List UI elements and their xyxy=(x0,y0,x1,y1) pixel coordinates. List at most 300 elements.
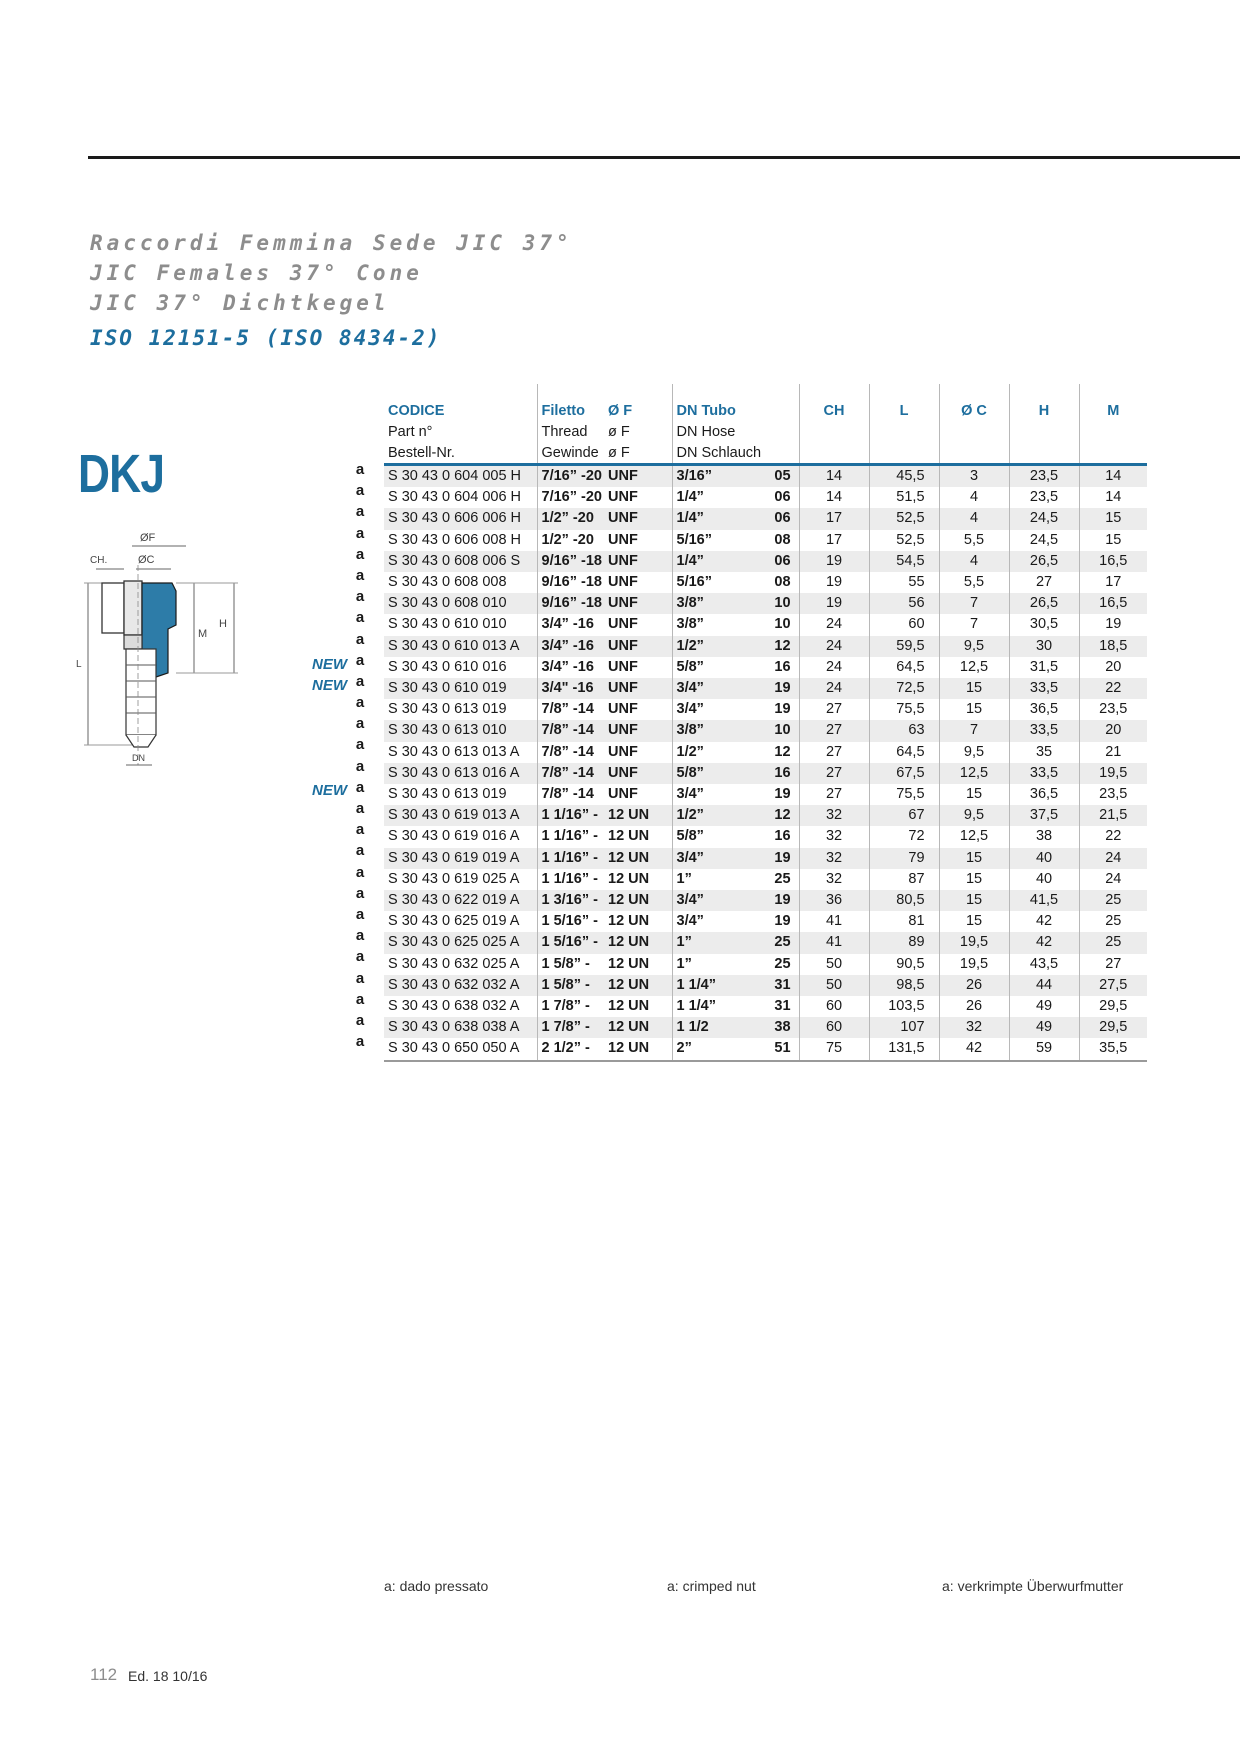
cell-thread-type: UNF xyxy=(608,616,638,633)
cell-l: 79 xyxy=(869,848,939,869)
cell-hose-size: 1 1/4” xyxy=(672,996,754,1017)
row-mark: a xyxy=(355,990,365,1008)
cell-h: 44 xyxy=(1009,975,1079,996)
header-h: H xyxy=(1009,384,1079,421)
cell-h: 43,5 xyxy=(1009,954,1079,975)
row-mark: a xyxy=(355,800,365,817)
cell-code: S 30 43 0 606 008 H xyxy=(388,531,522,548)
cell-dn: 19 xyxy=(754,890,799,911)
cell-l: 81 xyxy=(869,911,939,932)
cell-thread: 1 7/8” - xyxy=(537,1017,604,1038)
cell-thread-type: 12 UN xyxy=(608,828,650,845)
drawing-label-l: L xyxy=(76,659,82,670)
header-of-de: ø F xyxy=(604,442,672,465)
cell-ch: 27 xyxy=(799,699,869,720)
cell-code: S 30 43 0 608 010 xyxy=(384,593,537,614)
cell-oc: 9,5 xyxy=(939,805,1009,826)
cell-h: 36,5 xyxy=(1009,784,1079,805)
cell-m: 23,5 xyxy=(1079,699,1147,720)
cell-dn: 16 xyxy=(754,763,799,784)
cell-hose-size: 1” xyxy=(672,869,754,890)
cell-thread-type: 12 UN xyxy=(608,955,650,972)
cell-code: S 30 43 0 632 032 A xyxy=(384,975,537,996)
cell-oc: 12,5 xyxy=(939,763,1009,784)
cell-thread-type: 12 UN xyxy=(608,998,650,1015)
cell-thread-type: UNF xyxy=(608,786,638,803)
header-part-no: Part n° xyxy=(388,423,433,440)
cell-dn: 19 xyxy=(774,701,791,718)
cell-m: 22 xyxy=(1079,826,1147,847)
cell-dn: 06 xyxy=(774,489,791,506)
cell-dn: 19 xyxy=(774,786,791,803)
cell-h: 49 xyxy=(1009,996,1079,1017)
cell-hose-size: 1/4” xyxy=(672,487,754,508)
top-rule xyxy=(88,156,1240,159)
cell-l: 67 xyxy=(869,805,939,826)
cell-hose-size: 3/4” xyxy=(672,890,754,911)
cell-l: 52,5 xyxy=(869,508,939,529)
cell-oc: 7 xyxy=(939,614,1009,635)
cell-ch: 17 xyxy=(799,508,869,529)
row-mark: a xyxy=(355,503,365,521)
new-badge: NEW xyxy=(312,677,347,694)
cell-thread-type: UNF xyxy=(608,743,638,760)
cell-ch: 41 xyxy=(799,911,869,932)
cell-l: 64,5 xyxy=(869,742,939,763)
cell-dn: 19 xyxy=(754,848,799,869)
footnote-german: a: verkrimpte Überwurfmutter xyxy=(942,1578,1124,1594)
cell-thread-type: UNF xyxy=(604,678,672,699)
cell-hose-size: 3/4” xyxy=(672,699,754,720)
cell-hose-size: 1/2” xyxy=(672,805,754,826)
cell-code: S 30 43 0 613 016 A xyxy=(384,763,537,784)
cell-thread-type: 12 UN xyxy=(604,805,672,826)
row-mark: a xyxy=(355,778,365,796)
cell-dn: 10 xyxy=(774,616,791,633)
cell-oc: 9,5 xyxy=(939,636,1009,657)
cell-hose-size: 3/4” xyxy=(672,911,754,932)
cell-thread: 9/16” -18 xyxy=(537,593,604,614)
cell-thread: 7/8” -14 xyxy=(537,742,604,763)
cell-dn: 51 xyxy=(754,1038,799,1060)
cell-m: 17 xyxy=(1079,572,1147,593)
cell-ch: 60 xyxy=(799,996,869,1017)
row-mark: a xyxy=(355,694,365,712)
cell-code: S 30 43 0 613 019 xyxy=(388,701,507,718)
cell-dn: 16 xyxy=(774,828,791,845)
cell-thread-type: UNF xyxy=(604,508,672,529)
row-mark: a xyxy=(355,757,365,775)
cell-l: 56 xyxy=(869,593,939,614)
cell-m: 29,5 xyxy=(1079,996,1147,1017)
row-mark: a xyxy=(355,609,365,627)
cell-oc: 26 xyxy=(939,975,1009,996)
cell-h: 24,5 xyxy=(1009,508,1079,529)
cell-thread-type: UNF xyxy=(604,551,672,572)
cell-ch: 32 xyxy=(799,805,869,826)
row-mark: a xyxy=(355,630,365,648)
cell-ch: 50 xyxy=(799,954,869,975)
cell-dn: 25 xyxy=(774,955,791,972)
cell-code: S 30 43 0 604 005 H xyxy=(384,465,537,488)
title-block xyxy=(90,228,573,350)
cell-thread: 3/4” -16 xyxy=(537,657,604,678)
cell-hose-size: 3/8” xyxy=(672,593,754,614)
cell-m: 21,5 xyxy=(1079,805,1147,826)
drawing-label-dn: DN xyxy=(132,753,145,763)
cell-thread: 1 5/8” - xyxy=(537,954,604,975)
cell-l: 131,5 xyxy=(869,1038,939,1060)
cell-oc: 15 xyxy=(939,890,1009,911)
table-row xyxy=(384,826,1147,847)
cell-oc: 15 xyxy=(939,911,1009,932)
cell-hose-size: 1” xyxy=(672,954,754,975)
table-row xyxy=(384,1038,1147,1060)
row-mark: a xyxy=(355,524,365,542)
cell-h: 41,5 xyxy=(1009,890,1079,911)
cell-thread-type: 12 UN xyxy=(604,848,672,869)
cell-ch: 19 xyxy=(799,572,869,593)
cell-oc: 5,5 xyxy=(939,530,1009,551)
cell-hose-size: 1” xyxy=(672,932,754,953)
cell-thread-type: 12 UN xyxy=(604,1038,672,1060)
cell-h: 23,5 xyxy=(1009,465,1079,488)
cell-code: S 30 43 0 608 008 xyxy=(388,574,507,591)
cell-dn: 10 xyxy=(754,593,799,614)
cell-hose-size: 3/4” xyxy=(672,678,754,699)
row-mark: a xyxy=(355,863,365,881)
cell-l: 59,5 xyxy=(869,636,939,657)
cell-m: 22 xyxy=(1079,678,1147,699)
cell-ch: 17 xyxy=(799,530,869,551)
cell-l: 75,5 xyxy=(869,784,939,805)
cell-h: 33,5 xyxy=(1009,678,1079,699)
cell-thread-type: UNF xyxy=(604,636,672,657)
cell-l: 72,5 xyxy=(869,678,939,699)
row-mark: a xyxy=(355,1033,365,1051)
cell-thread: 7/8” -14 xyxy=(537,720,604,741)
header-m: M xyxy=(1079,384,1147,421)
cell-h: 59 xyxy=(1009,1038,1079,1060)
cell-thread-type: UNF xyxy=(604,763,672,784)
cell-thread: 9/16” -18 xyxy=(537,551,604,572)
cell-l: 51,5 xyxy=(869,487,939,508)
cell-thread-type: 12 UN xyxy=(604,932,672,953)
cell-thread-type: UNF xyxy=(604,720,672,741)
cell-dn: 08 xyxy=(774,574,791,591)
table-row xyxy=(384,996,1147,1017)
cell-dn: 31 xyxy=(754,975,799,996)
table-row xyxy=(384,975,1147,996)
cell-m: 19,5 xyxy=(1079,763,1147,784)
cell-thread: 7/16” -20 xyxy=(537,465,604,488)
cell-oc: 12,5 xyxy=(939,657,1009,678)
row-mark: a xyxy=(355,545,365,563)
cell-dn: 19 xyxy=(754,678,799,699)
table-row xyxy=(384,530,1147,551)
cell-thread-type: UNF xyxy=(604,465,672,488)
cell-l: 75,5 xyxy=(869,699,939,720)
table-row xyxy=(384,848,1147,869)
specs-table xyxy=(384,384,1147,1062)
cell-hose-size: 3/16” xyxy=(672,465,754,488)
table-row xyxy=(384,678,1147,699)
table-row xyxy=(384,551,1147,572)
cell-h: 24,5 xyxy=(1009,530,1079,551)
cell-code: S 30 43 0 610 010 xyxy=(388,616,507,633)
cell-h: 42 xyxy=(1009,911,1079,932)
cell-hose-size: 1 1/2 xyxy=(672,1017,754,1038)
cell-code: S 30 43 0 610 019 xyxy=(384,678,537,699)
cell-thread-type: UNF xyxy=(604,593,672,614)
cell-oc: 4 xyxy=(939,551,1009,572)
row-mark: a xyxy=(355,672,365,690)
table-row xyxy=(384,911,1147,932)
cell-h: 40 xyxy=(1009,869,1079,890)
cell-thread: 1 1/16” - xyxy=(537,869,604,890)
cell-ch: 24 xyxy=(799,636,869,657)
row-mark: a xyxy=(355,482,365,500)
cell-thread: 1 3/16” - xyxy=(537,890,604,911)
cell-l: 54,5 xyxy=(869,551,939,572)
cell-oc: 4 xyxy=(939,508,1009,529)
table-row xyxy=(384,742,1147,763)
cell-ch: 27 xyxy=(799,742,869,763)
cell-code: S 30 43 0 650 050 A xyxy=(384,1038,537,1060)
cell-l: 72 xyxy=(869,826,939,847)
footnote-italian: a: dado pressato xyxy=(384,1578,489,1594)
cell-code: S 30 43 0 638 032 A xyxy=(388,998,520,1015)
table-row xyxy=(384,784,1147,805)
row-mark: a xyxy=(355,715,365,733)
cell-h: 42 xyxy=(1009,932,1079,953)
cell-code: S 30 43 0 610 016 xyxy=(388,658,507,675)
cell-m: 15 xyxy=(1079,530,1147,551)
cell-m: 16,5 xyxy=(1079,551,1147,572)
cell-h: 30,5 xyxy=(1009,614,1079,635)
cell-code: S 30 43 0 608 006 S xyxy=(384,551,537,572)
row-mark: a xyxy=(355,1011,365,1029)
table-row xyxy=(384,699,1147,720)
product-code: DKJ xyxy=(78,444,165,504)
table-row xyxy=(384,869,1147,890)
cell-oc: 26 xyxy=(939,996,1009,1017)
cell-oc: 5,5 xyxy=(939,572,1009,593)
cell-dn: 06 xyxy=(754,551,799,572)
header-gewinde: Gewinde xyxy=(537,442,604,465)
mark-column xyxy=(350,459,370,1052)
cell-dn: 06 xyxy=(754,508,799,529)
cell-m: 25 xyxy=(1079,890,1147,911)
drawing-label-m: M xyxy=(198,628,208,640)
cell-oc: 15 xyxy=(939,678,1009,699)
cell-thread: 1 5/16” - xyxy=(537,911,604,932)
cell-hose-size: 5/16” xyxy=(672,572,754,593)
new-badge: NEW xyxy=(312,656,347,673)
cell-ch: 27 xyxy=(799,720,869,741)
cell-m: 20 xyxy=(1079,720,1147,741)
cell-thread-type: UNF xyxy=(608,531,638,548)
cell-thread: 2 1/2” - xyxy=(537,1038,604,1060)
cell-h: 26,5 xyxy=(1009,593,1079,614)
cell-m: 21 xyxy=(1079,742,1147,763)
header-ch: CH xyxy=(799,384,869,421)
cell-h: 30 xyxy=(1009,636,1079,657)
header-thread: Thread xyxy=(537,421,604,442)
row-mark: a xyxy=(355,842,365,860)
cell-hose-size: 1 1/4” xyxy=(672,975,754,996)
cell-oc: 32 xyxy=(939,1017,1009,1038)
cell-ch: 19 xyxy=(799,593,869,614)
cell-hose-size: 1/2” xyxy=(672,636,754,657)
cell-ch: 50 xyxy=(799,975,869,996)
table-row xyxy=(384,1017,1147,1038)
cell-hose-size: 5/8” xyxy=(672,763,754,784)
cell-code: S 30 43 0 638 038 A xyxy=(384,1017,537,1038)
cell-thread: 7/8” -14 xyxy=(537,763,604,784)
cell-h: 49 xyxy=(1009,1017,1079,1038)
cell-l: 87 xyxy=(869,869,939,890)
cell-thread: 1 5/8” - xyxy=(537,975,604,996)
cell-hose-size: 1/2” xyxy=(672,742,754,763)
cell-m: 16,5 xyxy=(1079,593,1147,614)
cell-ch: 41 xyxy=(799,932,869,953)
header-dn-tubo: DN Tubo xyxy=(672,384,799,421)
cell-code: S 30 43 0 619 013 A xyxy=(384,805,537,826)
cell-thread-type: 12 UN xyxy=(604,890,672,911)
cell-h: 40 xyxy=(1009,848,1079,869)
cell-thread-type: UNF xyxy=(608,658,638,675)
cell-h: 35 xyxy=(1009,742,1079,763)
cell-oc: 42 xyxy=(939,1038,1009,1060)
cell-hose-size: 3/4” xyxy=(672,848,754,869)
table-row xyxy=(384,614,1147,635)
drawing-label-h: H xyxy=(219,618,227,630)
table-row xyxy=(384,465,1147,488)
cell-ch: 14 xyxy=(799,487,869,508)
cell-m: 20 xyxy=(1079,657,1147,678)
cell-thread-type: 12 UN xyxy=(604,1017,672,1038)
table-row xyxy=(384,572,1147,593)
cell-code: S 30 43 0 606 006 H xyxy=(384,508,537,529)
new-badge: NEW xyxy=(312,782,347,799)
cell-code: S 30 43 0 625 025 A xyxy=(384,932,537,953)
cell-hose-size: 3/4” xyxy=(672,784,754,805)
standard-label: ISO 12151-5 (ISO 8434-2) xyxy=(90,326,442,350)
cell-h: 36,5 xyxy=(1009,699,1079,720)
fitting-drawing xyxy=(76,525,246,780)
cell-m: 19 xyxy=(1079,614,1147,635)
cell-m: 23,5 xyxy=(1079,784,1147,805)
cell-l: 89 xyxy=(869,932,939,953)
cell-ch: 19 xyxy=(799,551,869,572)
cell-code: S 30 43 0 610 013 A xyxy=(384,636,537,657)
cell-m: 29,5 xyxy=(1079,1017,1147,1038)
cell-thread: 9/16” -18 xyxy=(537,572,604,593)
cell-thread: 7/8” -14 xyxy=(537,784,604,805)
header-l: L xyxy=(869,384,939,421)
cell-thread: 1/2” -20 xyxy=(537,508,604,529)
cell-dn: 25 xyxy=(774,870,791,887)
cell-h: 33,5 xyxy=(1009,720,1079,741)
cell-h: 23,5 xyxy=(1009,487,1079,508)
cell-ch: 36 xyxy=(799,890,869,911)
cell-ch: 27 xyxy=(799,784,869,805)
cell-l: 52,5 xyxy=(869,530,939,551)
row-mark: a xyxy=(355,588,365,606)
cell-thread: 1 1/16” - xyxy=(537,848,604,869)
header-dn-schlauch: DN Schlauch xyxy=(672,442,799,465)
cell-l: 107 xyxy=(869,1017,939,1038)
cell-ch: 60 xyxy=(799,1017,869,1038)
cell-thread: 1 5/16” - xyxy=(537,932,604,953)
header-oc: Ø C xyxy=(939,384,1009,421)
cell-hose-size: 3/8” xyxy=(672,614,754,635)
cell-l: 60 xyxy=(869,614,939,635)
cell-thread: 7/8” -14 xyxy=(537,699,604,720)
row-mark: a xyxy=(355,461,365,478)
cell-oc: 7 xyxy=(939,720,1009,741)
footnote-english: a: crimped nut xyxy=(667,1578,756,1594)
cell-thread: 3/4” -16 xyxy=(537,636,604,657)
cell-code: S 30 43 0 632 025 A xyxy=(388,955,520,972)
cell-thread: 7/16” -20 xyxy=(537,487,604,508)
cell-m: 15 xyxy=(1079,508,1147,529)
cell-oc: 15 xyxy=(939,784,1009,805)
cell-code: S 30 43 0 604 006 H xyxy=(388,489,522,506)
cell-dn: 10 xyxy=(754,720,799,741)
cell-dn: 38 xyxy=(754,1017,799,1038)
cell-oc: 15 xyxy=(939,699,1009,720)
cell-l: 90,5 xyxy=(869,954,939,975)
cell-hose-size: 5/16” xyxy=(672,530,754,551)
cell-m: 14 xyxy=(1079,465,1147,488)
cell-code: S 30 43 0 625 019 A xyxy=(388,913,520,930)
header-of-en: ø F xyxy=(608,423,630,440)
cell-oc: 7 xyxy=(939,593,1009,614)
header-of-it: Ø F xyxy=(608,403,633,419)
cell-m: 25 xyxy=(1079,911,1147,932)
cell-l: 103,5 xyxy=(869,996,939,1017)
title-italian: Raccordi Femmina Sede JIC 37° xyxy=(90,231,573,255)
header-filetto: Filetto xyxy=(537,384,604,421)
cell-thread-type: 12 UN xyxy=(604,975,672,996)
cell-oc: 15 xyxy=(939,869,1009,890)
cell-dn: 12 xyxy=(754,805,799,826)
cell-thread: 1 7/8” - xyxy=(537,996,604,1017)
row-mark: a xyxy=(355,905,365,923)
cell-ch: 24 xyxy=(799,657,869,678)
cell-code: S 30 43 0 613 013 A xyxy=(388,743,520,760)
cell-l: 64,5 xyxy=(869,657,939,678)
cell-hose-size: 2” xyxy=(672,1038,754,1060)
drawing-label-ch: CH. xyxy=(90,555,108,566)
cell-dn: 19 xyxy=(774,913,791,930)
cell-h: 31,5 xyxy=(1009,657,1079,678)
cell-code: S 30 43 0 622 019 A xyxy=(384,890,537,911)
cell-thread: 1 1/16” - xyxy=(537,805,604,826)
cell-hose-size: 1/4” xyxy=(672,551,754,572)
table-row xyxy=(384,805,1147,826)
cell-hose-size: 5/8” xyxy=(672,657,754,678)
cell-thread-type: 12 UN xyxy=(608,870,650,887)
header-dn-hose: DN Hose xyxy=(672,421,799,442)
cell-ch: 24 xyxy=(799,678,869,699)
cell-code: S 30 43 0 619 025 A xyxy=(388,870,520,887)
drawing-label-of: ØF xyxy=(140,532,156,544)
cell-ch: 24 xyxy=(799,614,869,635)
cell-hose-size: 5/8” xyxy=(672,826,754,847)
